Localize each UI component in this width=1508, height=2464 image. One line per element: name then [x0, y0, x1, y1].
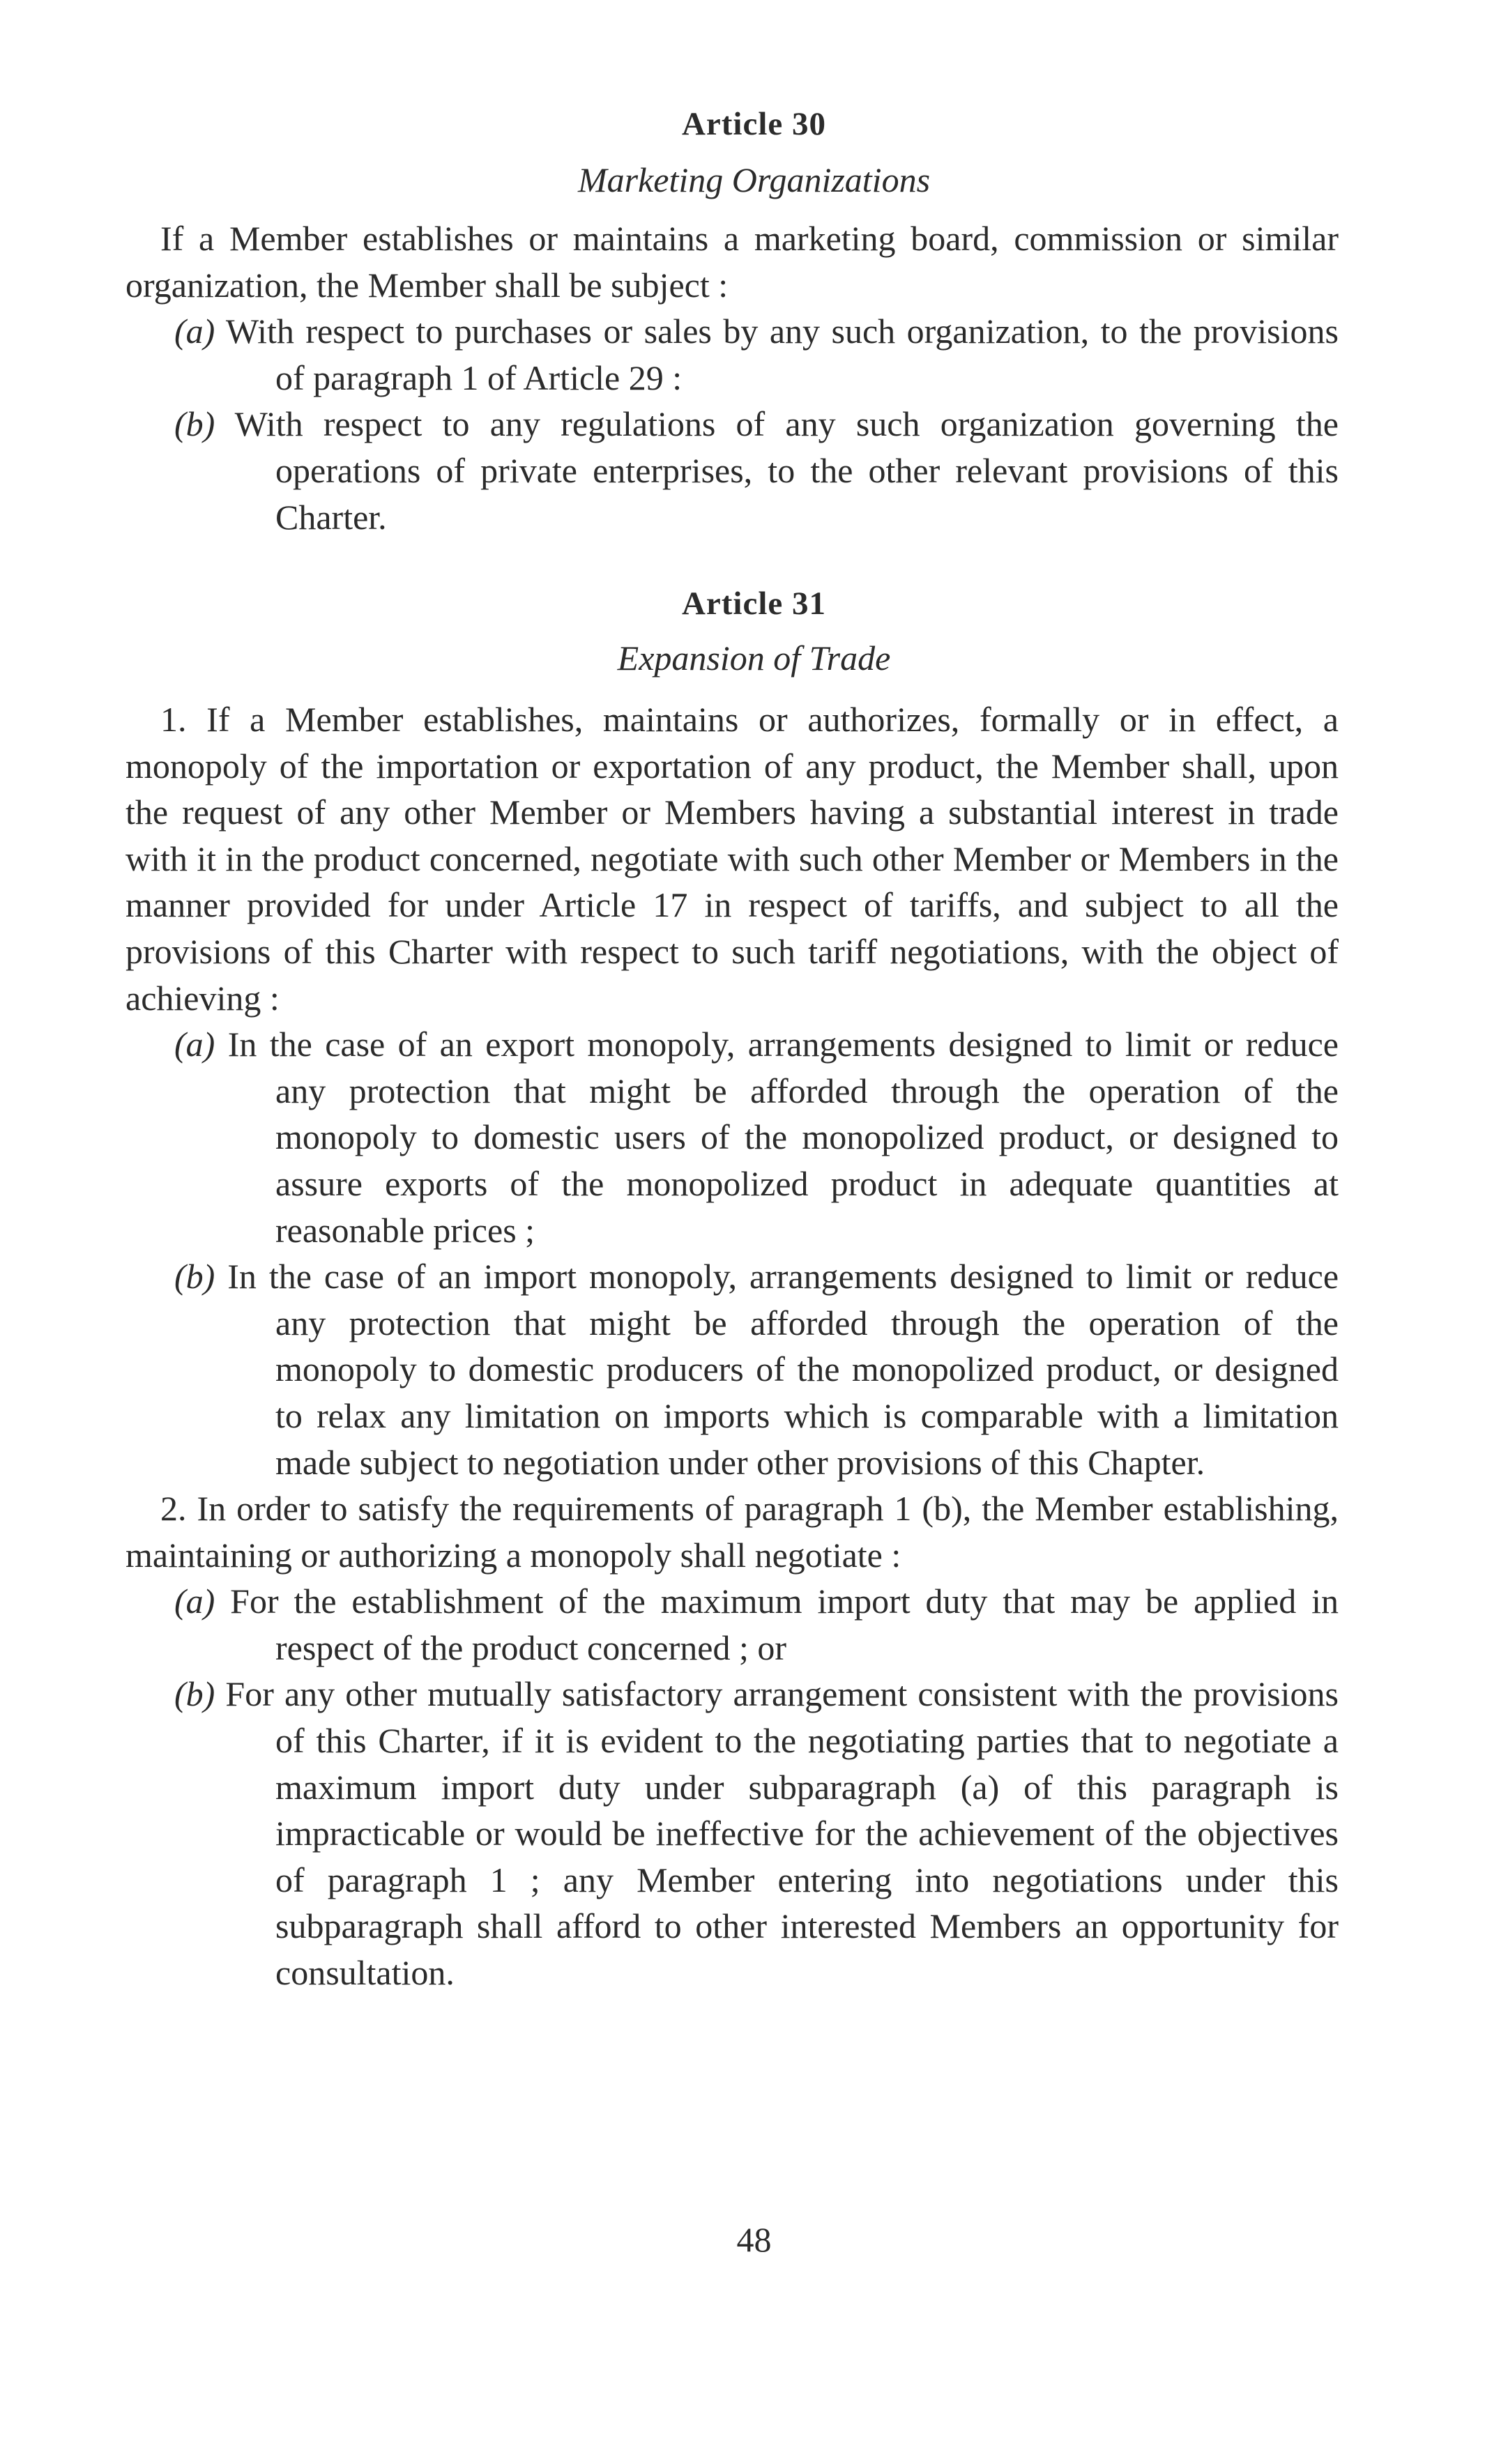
article-30-item-b: [125, 401, 1339, 540]
article-30-heading: Article 30: [681, 106, 827, 142]
article-31-paragraph-2: 2. In order to satisfy the requirements of paragraph 1 (b), the Member establishing, maintaining or authorizing a monopoly shall negotiate :: [125, 1489, 1339, 1575]
item-label: (a): [174, 312, 215, 351]
item-label: (a): [174, 1025, 215, 1064]
item-label: (a): [174, 1582, 215, 1621]
item-text: In the case of an import monopoly, arrangements designed to limit or reduce any protection that might be afforded through the operation of the monopoly to domestic producers of the monopolized product, or designed to relax any limitation on imports which is comparable with a limitation made subject to negotiation under other provisions of this Chapter.: [227, 1257, 1339, 1482]
item-label: (b): [174, 404, 215, 444]
item-label: (b): [174, 1257, 215, 1296]
item-text: With respect to any regulations of any such organization governing the operations of private enterprises, to the other relevant provisions of this Charter.: [234, 404, 1339, 537]
item-label: (b): [174, 1674, 215, 1714]
page-number: 48: [736, 2220, 772, 2259]
article-31-p2-item-b: [125, 1671, 1339, 1996]
article-31-body: [125, 696, 1339, 1996]
article-31-p2-item-a: [125, 1578, 1339, 1671]
article-31-paragraph-1: 1. If a Member establishes, maintains or authorizes, formally or in effect, a monopoly of the importation or exportation of any product, the Member shall, upon the request of any other Member or Members having a substantial interest in trade with it in the product concerned, negotiate with such other Member or Members in the manner provided for under Article 17 in respect of tariffs, and subject to all the provisions of this Charter with respect to such tariff negotiations, with the object of achieving :: [125, 700, 1339, 1018]
article-30-item-a: [125, 308, 1339, 401]
item-text: For the establishment of the maximum import duty that may be applied in respect of the product concerned ; or: [230, 1582, 1339, 1667]
article-30-intro: If a Member establishes or maintains a marketing board, commission or similar organization, the Member shall be subject :: [125, 219, 1339, 305]
item-text: With respect to purchases or sales by any such organization, to the provisions of paragraph 1 of Article 29 :: [225, 312, 1339, 397]
item-text: For any other mutually satisfactory arrangement consistent with the provisions of this Charter, if it is evident to the negotiating parties that to negotiate a maximum import duty under subparagraph (a) of this paragraph is impracticable or would be ineffective for the achievement of the objectives of paragraph 1 ; any Member entering into negotiations under this subparagraph shall afford to other interested Members an opportunity for consultation.: [225, 1674, 1339, 1993]
article-30-title: Marketing Organizations: [577, 160, 931, 199]
article-30-body: [125, 215, 1339, 540]
article-31-heading: Article 31: [681, 586, 827, 622]
article-31-title: Expansion of Trade: [617, 638, 891, 678]
article-31-p1-item-b: [125, 1253, 1339, 1485]
item-text: In the case of an export monopoly, arrangements designed to limit or reduce any protection that might be afforded through the operation of the monopoly to domestic users of the monopolized product, or designed to assure exports of the monopolized product in adequate quantities at reasonable prices ;: [227, 1025, 1339, 1250]
article-31-p1-item-a: [125, 1021, 1339, 1253]
